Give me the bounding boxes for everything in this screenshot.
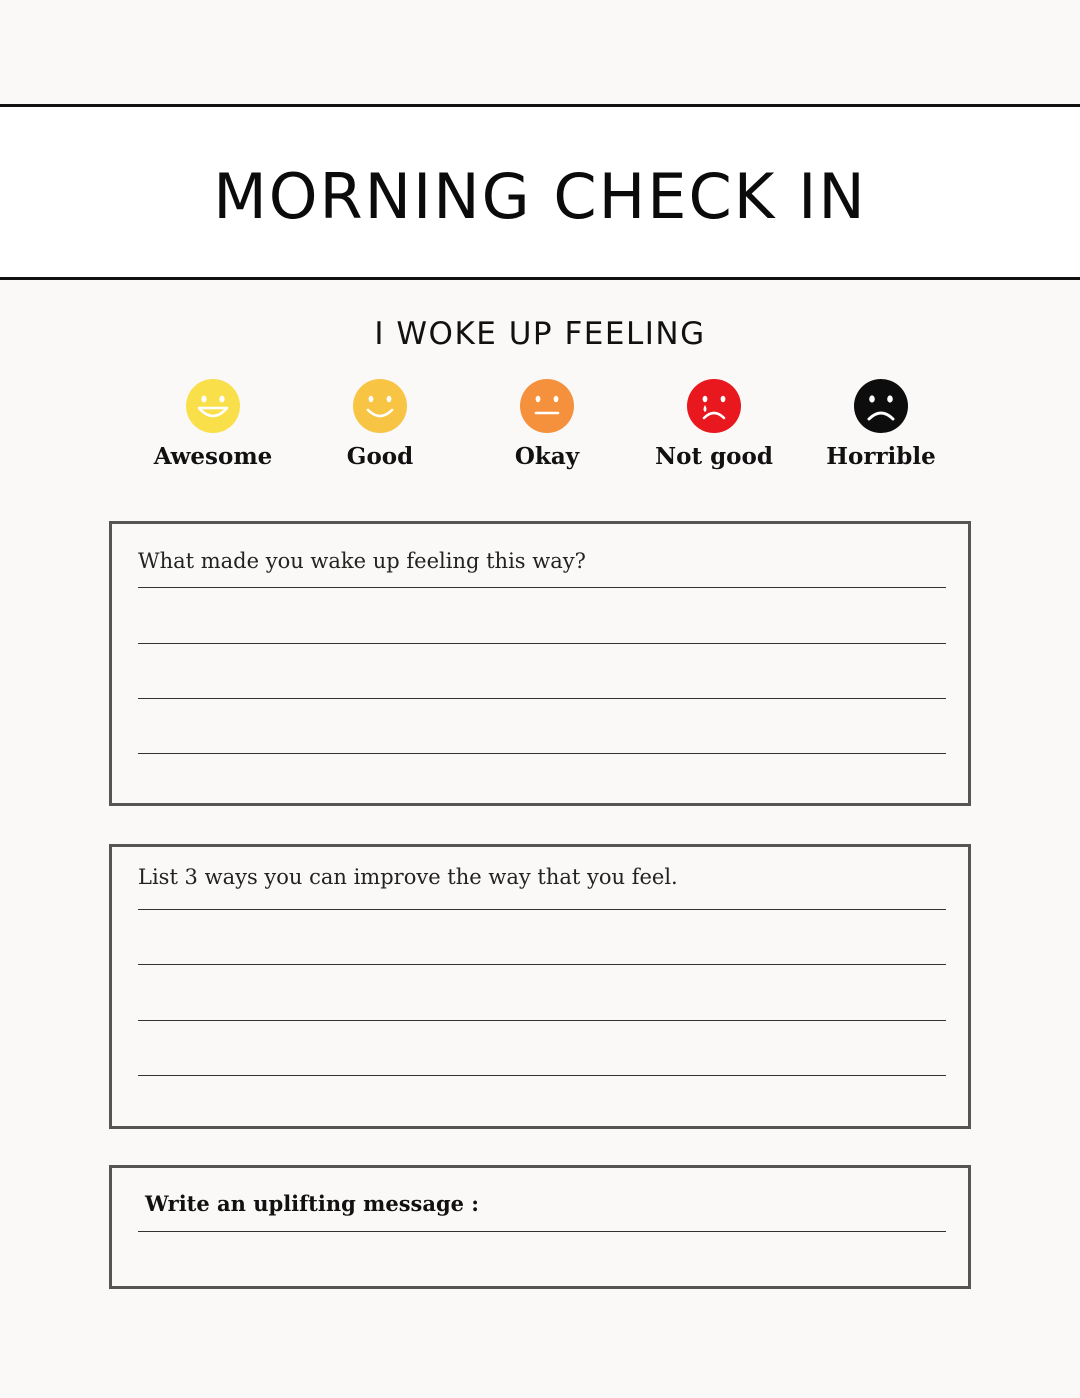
mood-option-okay[interactable] [462,378,632,474]
feeling-reason-prompt: What made you wake up feeling this way? [138,549,586,573]
mood-option-not-good[interactable] [629,378,799,474]
page-title: MORNING CHECK IN [213,160,867,233]
feeling-reason-box [109,521,971,806]
crying-face-icon [686,378,742,434]
writing-line[interactable] [138,698,946,699]
improve-list-prompt: List 3 ways you can improve the way that you feel. [138,865,678,889]
writing-line[interactable] [138,909,946,910]
title-band [0,104,1080,280]
frowning-face-icon [853,378,909,434]
writing-line[interactable] [138,753,946,754]
neutral-face-icon [519,378,575,434]
smiling-face-icon [352,378,408,434]
mood-label-not-good: Not good [655,443,773,470]
grinning-face-icon [185,378,241,434]
mood-label-awesome: Awesome [153,443,273,470]
mood-label-good: Good [346,443,414,470]
mood-label-horrible: Horrible [826,443,936,470]
mood-label-okay: Okay [514,443,580,470]
writing-line[interactable] [138,964,946,965]
section-subtitle: I WOKE UP FEELING [374,316,706,352]
writing-line[interactable] [138,1231,946,1232]
uplifting-message-prompt: Write an uplifting message : [145,1191,480,1216]
uplifting-message-box [109,1165,971,1289]
writing-line[interactable] [138,1075,946,1076]
writing-line[interactable] [138,643,946,644]
writing-line[interactable] [138,587,946,588]
mood-option-good[interactable] [295,378,465,474]
mood-option-awesome[interactable] [128,378,298,474]
improve-list-box [109,844,971,1129]
writing-line[interactable] [138,1020,946,1021]
mood-option-horrible[interactable] [796,378,966,474]
